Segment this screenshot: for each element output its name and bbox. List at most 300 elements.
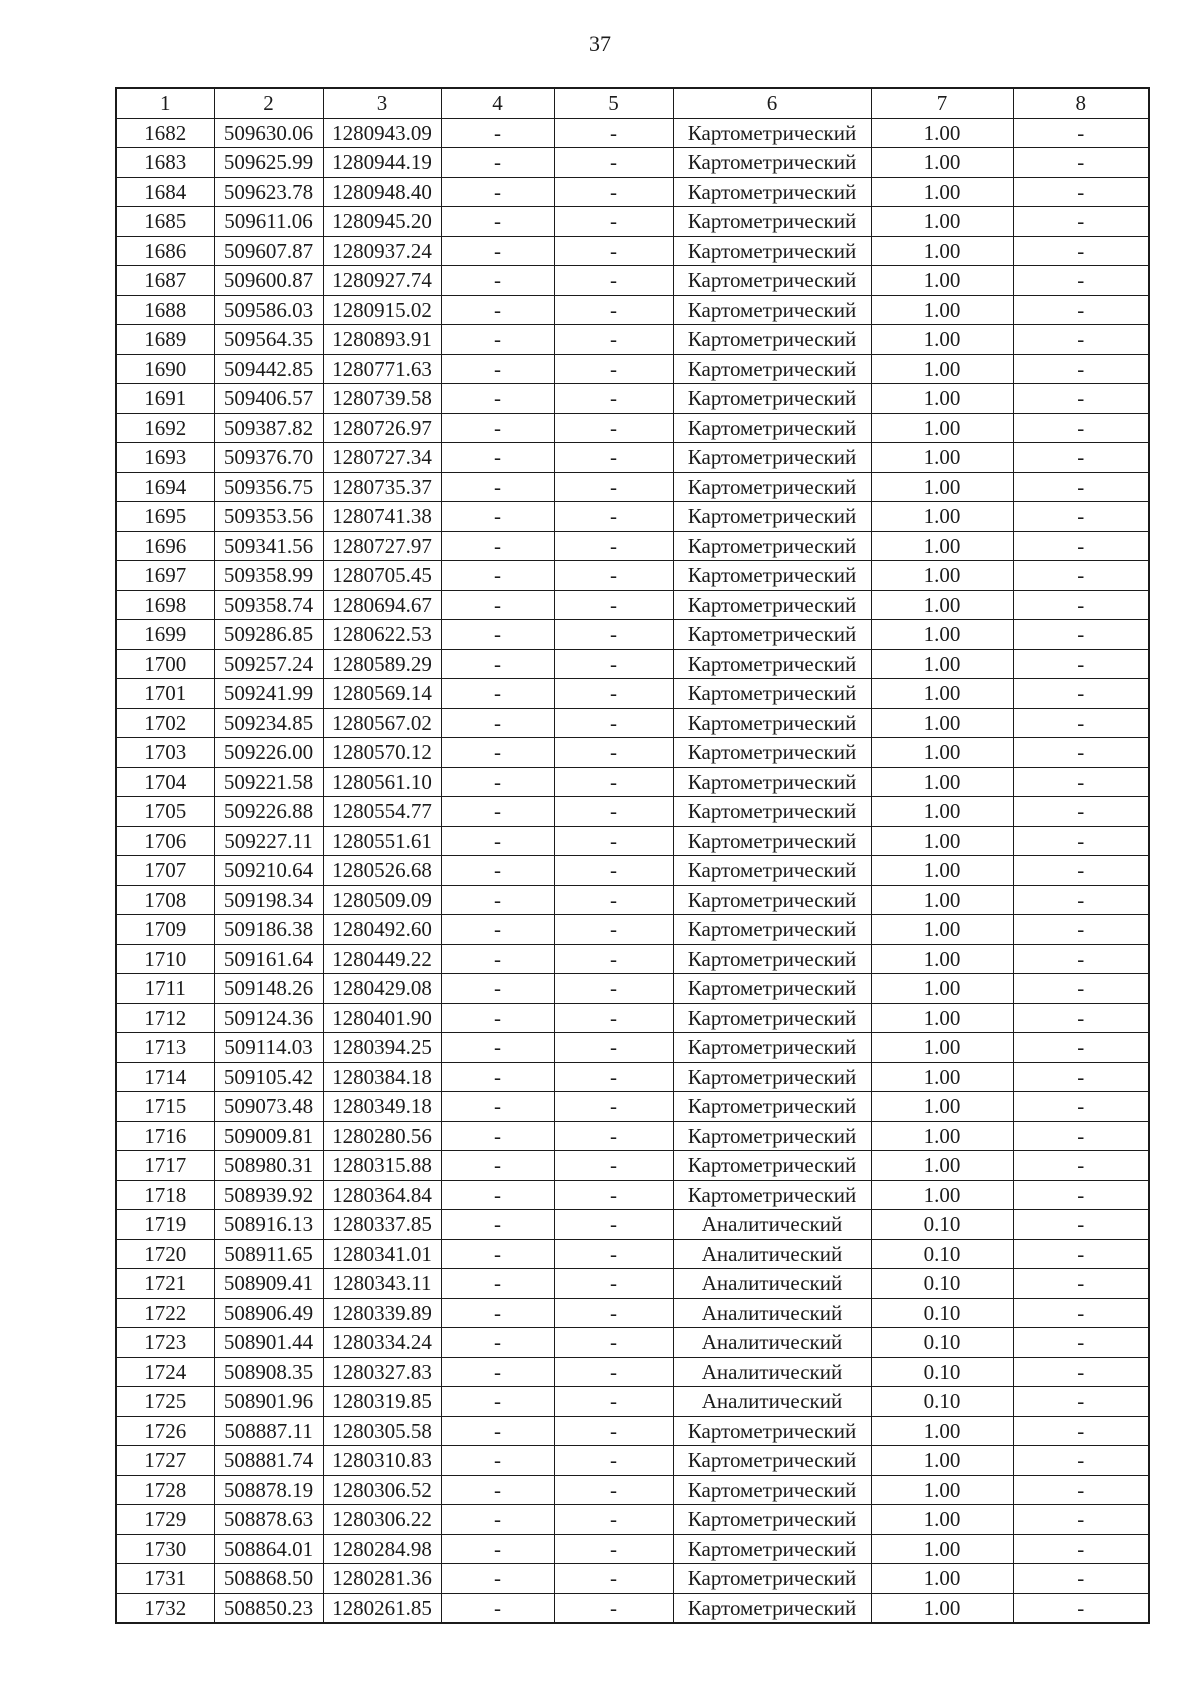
page-number: 37 <box>589 31 611 56</box>
table-cell-col-8: - <box>1013 1505 1149 1535</box>
table-cell-col-3: 1280492.60 <box>323 915 441 945</box>
table-cell-col-2: 509611.06 <box>214 207 323 237</box>
table-cell-col-8: - <box>1013 1564 1149 1594</box>
table-cell-col-5: - <box>554 826 673 856</box>
table-cell-col-3: 1280349.18 <box>323 1092 441 1122</box>
table-row <box>116 590 1149 620</box>
table-row <box>116 561 1149 591</box>
table-cell-col-3: 1280261.85 <box>323 1593 441 1623</box>
table-cell-col-3: 1280315.88 <box>323 1151 441 1181</box>
table-cell-col-2: 508887.11 <box>214 1416 323 1446</box>
table-cell-col-6: Аналитический <box>673 1239 871 1269</box>
table-cell-col-7: 1.00 <box>871 885 1013 915</box>
table-cell-col-7: 1.00 <box>871 738 1013 768</box>
table-cell-col-7: 1.00 <box>871 1033 1013 1063</box>
table-cell-col-4: - <box>441 944 554 974</box>
table-cell-col-8: - <box>1013 826 1149 856</box>
table-cell-col-6: Аналитический <box>673 1298 871 1328</box>
table-cell-col-7: 1.00 <box>871 1593 1013 1623</box>
table-cell-col-3: 1280551.61 <box>323 826 441 856</box>
table-row <box>116 1475 1149 1505</box>
table-cell-col-7: 1.00 <box>871 797 1013 827</box>
table-cell-col-7: 1.00 <box>871 1151 1013 1181</box>
table-cell-col-2: 509124.36 <box>214 1003 323 1033</box>
column-header-8: 8 <box>1013 88 1149 118</box>
table-cell-col-1: 1723 <box>116 1328 214 1358</box>
column-header-4: 4 <box>441 88 554 118</box>
table-cell-col-8: - <box>1013 502 1149 532</box>
table-cell-col-4: - <box>441 531 554 561</box>
table-cell-col-5: - <box>554 1446 673 1476</box>
table-cell-col-5: - <box>554 413 673 443</box>
table-cell-col-1: 1695 <box>116 502 214 532</box>
table-cell-col-2: 509186.38 <box>214 915 323 945</box>
table-cell-col-2: 509226.00 <box>214 738 323 768</box>
table-cell-col-1: 1687 <box>116 266 214 296</box>
table-cell-col-1: 1706 <box>116 826 214 856</box>
table-row <box>116 885 1149 915</box>
table-cell-col-8: - <box>1013 1416 1149 1446</box>
table-cell-col-7: 1.00 <box>871 590 1013 620</box>
table-cell-col-5: - <box>554 620 673 650</box>
table-cell-col-3: 1280364.84 <box>323 1180 441 1210</box>
table-cell-col-5: - <box>554 1593 673 1623</box>
table-row <box>116 1180 1149 1210</box>
table-cell-col-1: 1726 <box>116 1416 214 1446</box>
table-cell-col-5: - <box>554 531 673 561</box>
table-cell-col-3: 1280554.77 <box>323 797 441 827</box>
table-cell-col-4: - <box>441 1534 554 1564</box>
table-row <box>116 207 1149 237</box>
table-cell-col-3: 1280284.98 <box>323 1534 441 1564</box>
table-cell-col-7: 1.00 <box>871 384 1013 414</box>
table-row <box>116 679 1149 709</box>
table-cell-col-2: 509227.11 <box>214 826 323 856</box>
table-cell-col-8: - <box>1013 531 1149 561</box>
table-cell-col-1: 1684 <box>116 177 214 207</box>
table-cell-col-7: 1.00 <box>871 1003 1013 1033</box>
table-cell-col-8: - <box>1013 413 1149 443</box>
table-cell-col-2: 508901.96 <box>214 1387 323 1417</box>
table-cell-col-8: - <box>1013 1003 1149 1033</box>
column-header-2: 2 <box>214 88 323 118</box>
table-cell-col-6: Аналитический <box>673 1269 871 1299</box>
table-cell-col-4: - <box>441 797 554 827</box>
table-row <box>116 384 1149 414</box>
table-cell-col-4: - <box>441 679 554 709</box>
table-cell-col-5: - <box>554 177 673 207</box>
table-cell-col-8: - <box>1013 1593 1149 1623</box>
table-cell-col-2: 509358.74 <box>214 590 323 620</box>
table-cell-col-4: - <box>441 236 554 266</box>
table-cell-col-7: 0.10 <box>871 1328 1013 1358</box>
table-cell-col-3: 1280305.58 <box>323 1416 441 1446</box>
table-row <box>116 915 1149 945</box>
table-cell-col-7: 0.10 <box>871 1210 1013 1240</box>
table-cell-col-1: 1716 <box>116 1121 214 1151</box>
table-cell-col-7: 1.00 <box>871 1062 1013 1092</box>
table-cell-col-2: 508939.92 <box>214 1180 323 1210</box>
table-cell-col-7: 1.00 <box>871 1180 1013 1210</box>
table-cell-col-4: - <box>441 1062 554 1092</box>
table-cell-col-2: 509406.57 <box>214 384 323 414</box>
table-cell-col-6: Картометрический <box>673 1593 871 1623</box>
table-cell-col-4: - <box>441 384 554 414</box>
table-row <box>116 295 1149 325</box>
table-cell-col-1: 1714 <box>116 1062 214 1092</box>
table-cell-col-3: 1280429.08 <box>323 974 441 1004</box>
table-cell-col-1: 1720 <box>116 1239 214 1269</box>
table-row <box>116 826 1149 856</box>
table-cell-col-5: - <box>554 974 673 1004</box>
table-cell-col-4: - <box>441 561 554 591</box>
table-cell-col-7: 0.10 <box>871 1239 1013 1269</box>
table-cell-col-8: - <box>1013 1033 1149 1063</box>
table-cell-col-2: 509442.85 <box>214 354 323 384</box>
table-cell-col-6: Картометрический <box>673 177 871 207</box>
table-cell-col-5: - <box>554 1475 673 1505</box>
table-cell-col-6: Картометрический <box>673 1475 871 1505</box>
table-cell-col-8: - <box>1013 590 1149 620</box>
table-cell-col-5: - <box>554 1328 673 1358</box>
column-header-7: 7 <box>871 88 1013 118</box>
table-cell-col-2: 509625.99 <box>214 148 323 178</box>
table-cell-col-6: Картометрический <box>673 944 871 974</box>
table-cell-col-6: Картометрический <box>673 826 871 856</box>
table-cell-col-5: - <box>554 443 673 473</box>
table-cell-col-5: - <box>554 1180 673 1210</box>
table-cell-col-1: 1691 <box>116 384 214 414</box>
table-cell-col-6: Картометрический <box>673 679 871 709</box>
table-cell-col-3: 1280943.09 <box>323 118 441 148</box>
table-cell-col-7: 1.00 <box>871 620 1013 650</box>
table-row <box>116 1505 1149 1535</box>
table-cell-col-7: 1.00 <box>871 325 1013 355</box>
table-cell-col-5: - <box>554 295 673 325</box>
table-cell-col-4: - <box>441 1505 554 1535</box>
table-cell-col-4: - <box>441 649 554 679</box>
table-cell-col-1: 1722 <box>116 1298 214 1328</box>
table-cell-col-7: 1.00 <box>871 207 1013 237</box>
table-cell-col-5: - <box>554 354 673 384</box>
table-cell-col-7: 1.00 <box>871 1564 1013 1594</box>
table-cell-col-1: 1688 <box>116 295 214 325</box>
table-cell-col-1: 1725 <box>116 1387 214 1417</box>
table-cell-col-3: 1280306.52 <box>323 1475 441 1505</box>
table-cell-col-4: - <box>441 1269 554 1299</box>
table-cell-col-3: 1280567.02 <box>323 708 441 738</box>
table-cell-col-5: - <box>554 590 673 620</box>
table-cell-col-1: 1724 <box>116 1357 214 1387</box>
table-cell-col-5: - <box>554 1092 673 1122</box>
table-cell-col-5: - <box>554 856 673 886</box>
table-cell-col-7: 1.00 <box>871 974 1013 1004</box>
table-cell-col-3: 1280589.29 <box>323 649 441 679</box>
table-cell-col-1: 1685 <box>116 207 214 237</box>
table-cell-col-6: Картометрический <box>673 738 871 768</box>
table-cell-col-6: Картометрический <box>673 207 871 237</box>
table-cell-col-8: - <box>1013 1298 1149 1328</box>
table-cell-col-4: - <box>441 266 554 296</box>
table-cell-col-3: 1280944.19 <box>323 148 441 178</box>
table-row <box>116 266 1149 296</box>
table-cell-col-8: - <box>1013 797 1149 827</box>
table-cell-col-5: - <box>554 767 673 797</box>
table-cell-col-7: 1.00 <box>871 148 1013 178</box>
table-cell-col-7: 1.00 <box>871 1446 1013 1476</box>
table-row <box>116 1121 1149 1151</box>
table-cell-col-6: Картометрический <box>673 1416 871 1446</box>
table-cell-col-5: - <box>554 207 673 237</box>
table-cell-col-5: - <box>554 738 673 768</box>
table-cell-col-7: 1.00 <box>871 826 1013 856</box>
table-cell-col-3: 1280341.01 <box>323 1239 441 1269</box>
table-cell-col-8: - <box>1013 738 1149 768</box>
table-cell-col-8: - <box>1013 266 1149 296</box>
table-cell-col-5: - <box>554 1210 673 1240</box>
table-cell-col-4: - <box>441 590 554 620</box>
table-cell-col-3: 1280306.22 <box>323 1505 441 1535</box>
table-cell-col-2: 508878.19 <box>214 1475 323 1505</box>
table-cell-col-6: Картометрический <box>673 767 871 797</box>
table-cell-col-3: 1280694.67 <box>323 590 441 620</box>
table-cell-col-6: Картометрический <box>673 1062 871 1092</box>
table-cell-col-3: 1280622.53 <box>323 620 441 650</box>
table-cell-col-6: Картометрический <box>673 266 871 296</box>
column-header-6: 6 <box>673 88 871 118</box>
table-row <box>116 443 1149 473</box>
table-cell-col-4: - <box>441 1475 554 1505</box>
table-row <box>116 1357 1149 1387</box>
table-cell-col-5: - <box>554 1534 673 1564</box>
table-cell-col-7: 1.00 <box>871 354 1013 384</box>
table-cell-col-4: - <box>441 207 554 237</box>
table-cell-col-6: Аналитический <box>673 1328 871 1358</box>
table-cell-col-2: 509210.64 <box>214 856 323 886</box>
table-row <box>116 177 1149 207</box>
table-cell-col-4: - <box>441 856 554 886</box>
table-cell-col-4: - <box>441 1121 554 1151</box>
table-cell-col-4: - <box>441 708 554 738</box>
table-cell-col-3: 1280945.20 <box>323 207 441 237</box>
table-cell-col-1: 1719 <box>116 1210 214 1240</box>
table-cell-col-4: - <box>441 413 554 443</box>
table-cell-col-3: 1280280.56 <box>323 1121 441 1151</box>
table-cell-col-1: 1712 <box>116 1003 214 1033</box>
table-cell-col-5: - <box>554 1239 673 1269</box>
table-cell-col-4: - <box>441 1387 554 1417</box>
table-row <box>116 974 1149 1004</box>
table-cell-col-7: 1.00 <box>871 295 1013 325</box>
table-cell-col-8: - <box>1013 443 1149 473</box>
table-cell-col-2: 509341.56 <box>214 531 323 561</box>
table-cell-col-8: - <box>1013 1180 1149 1210</box>
table-cell-col-6: Картометрический <box>673 443 871 473</box>
table-cell-col-7: 1.00 <box>871 472 1013 502</box>
table-cell-col-6: Картометрический <box>673 148 871 178</box>
table-cell-col-2: 509114.03 <box>214 1033 323 1063</box>
table-cell-col-8: - <box>1013 1121 1149 1151</box>
table-cell-col-5: - <box>554 1357 673 1387</box>
table-cell-col-4: - <box>441 1564 554 1594</box>
table-cell-col-6: Картометрический <box>673 649 871 679</box>
table-cell-col-6: Картометрический <box>673 236 871 266</box>
table-cell-col-8: - <box>1013 620 1149 650</box>
table-cell-col-3: 1280384.18 <box>323 1062 441 1092</box>
table-cell-col-8: - <box>1013 944 1149 974</box>
table-cell-col-8: - <box>1013 1269 1149 1299</box>
table-row <box>116 1446 1149 1476</box>
table-row <box>116 1298 1149 1328</box>
table-cell-col-5: - <box>554 649 673 679</box>
table-cell-col-2: 509257.24 <box>214 649 323 679</box>
table-cell-col-6: Картометрический <box>673 1121 871 1151</box>
table-cell-col-2: 508906.49 <box>214 1298 323 1328</box>
table-cell-col-7: 1.00 <box>871 1121 1013 1151</box>
table-row <box>116 1416 1149 1446</box>
table-cell-col-5: - <box>554 1003 673 1033</box>
table-cell-col-8: - <box>1013 856 1149 886</box>
table-cell-col-8: - <box>1013 207 1149 237</box>
table-cell-col-4: - <box>441 354 554 384</box>
table-cell-col-8: - <box>1013 1062 1149 1092</box>
table-row <box>116 944 1149 974</box>
table-cell-col-8: - <box>1013 1092 1149 1122</box>
table-cell-col-2: 509600.87 <box>214 266 323 296</box>
table-row <box>116 1033 1149 1063</box>
table-cell-col-2: 508878.63 <box>214 1505 323 1535</box>
table-cell-col-7: 1.00 <box>871 1475 1013 1505</box>
table-cell-col-3: 1280281.36 <box>323 1564 441 1594</box>
table-row <box>116 767 1149 797</box>
table-cell-col-8: - <box>1013 325 1149 355</box>
table-row <box>116 1210 1149 1240</box>
table-cell-col-4: - <box>441 1298 554 1328</box>
table-cell-col-4: - <box>441 915 554 945</box>
table-cell-col-6: Картометрический <box>673 1446 871 1476</box>
table-cell-col-4: - <box>441 177 554 207</box>
table-row <box>116 1387 1149 1417</box>
table-cell-col-4: - <box>441 1357 554 1387</box>
table-cell-col-7: 1.00 <box>871 118 1013 148</box>
table-cell-col-8: - <box>1013 649 1149 679</box>
table-row <box>116 856 1149 886</box>
table-cell-col-5: - <box>554 472 673 502</box>
table-cell-col-6: Картометрический <box>673 1505 871 1535</box>
table-cell-col-6: Картометрический <box>673 1033 871 1063</box>
table-cell-col-8: - <box>1013 974 1149 1004</box>
table-row <box>116 325 1149 355</box>
table-cell-col-4: - <box>441 767 554 797</box>
table-cell-col-5: - <box>554 1151 673 1181</box>
table-cell-col-6: Картометрический <box>673 354 871 384</box>
table-cell-col-3: 1280401.90 <box>323 1003 441 1033</box>
table-cell-col-6: Картометрический <box>673 502 871 532</box>
table-row <box>116 502 1149 532</box>
table-cell-col-2: 509376.70 <box>214 443 323 473</box>
table-cell-col-6: Картометрический <box>673 118 871 148</box>
table-cell-col-6: Картометрический <box>673 384 871 414</box>
table-cell-col-4: - <box>441 148 554 178</box>
table-cell-col-5: - <box>554 915 673 945</box>
table-cell-col-2: 508980.31 <box>214 1151 323 1181</box>
header-row <box>116 88 1149 118</box>
table-cell-col-1: 1704 <box>116 767 214 797</box>
table-cell-col-8: - <box>1013 354 1149 384</box>
table-cell-col-1: 1693 <box>116 443 214 473</box>
table-cell-col-3: 1280726.97 <box>323 413 441 443</box>
column-header-1: 1 <box>116 88 214 118</box>
table-cell-col-5: - <box>554 1062 673 1092</box>
table-cell-col-8: - <box>1013 384 1149 414</box>
table-cell-col-2: 508868.50 <box>214 1564 323 1594</box>
table-cell-col-6: Картометрический <box>673 885 871 915</box>
table-cell-col-3: 1280561.10 <box>323 767 441 797</box>
table-cell-col-7: 1.00 <box>871 502 1013 532</box>
table-cell-col-6: Аналитический <box>673 1210 871 1240</box>
table-cell-col-6: Аналитический <box>673 1357 871 1387</box>
table-cell-col-1: 1682 <box>116 118 214 148</box>
table-row <box>116 708 1149 738</box>
table-cell-col-5: - <box>554 1505 673 1535</box>
table-cell-col-4: - <box>441 1593 554 1623</box>
table-cell-col-7: 1.00 <box>871 443 1013 473</box>
table-cell-col-8: - <box>1013 118 1149 148</box>
table-cell-col-3: 1280310.83 <box>323 1446 441 1476</box>
table-cell-col-5: - <box>554 325 673 355</box>
table-cell-col-7: 0.10 <box>871 1357 1013 1387</box>
table-cell-col-1: 1710 <box>116 944 214 974</box>
table-header <box>116 88 1149 118</box>
table-cell-col-7: 1.00 <box>871 561 1013 591</box>
table-cell-col-6: Картометрический <box>673 1003 871 1033</box>
table-cell-col-2: 509353.56 <box>214 502 323 532</box>
table-row <box>116 1269 1149 1299</box>
table-cell-col-1: 1718 <box>116 1180 214 1210</box>
table-cell-col-2: 509161.64 <box>214 944 323 974</box>
table-cell-col-1: 1705 <box>116 797 214 827</box>
column-header-3: 3 <box>323 88 441 118</box>
table-cell-col-3: 1280893.91 <box>323 325 441 355</box>
table-cell-col-2: 509198.34 <box>214 885 323 915</box>
table-cell-col-5: - <box>554 148 673 178</box>
table-row <box>116 797 1149 827</box>
table-cell-col-1: 1698 <box>116 590 214 620</box>
table-cell-col-2: 509630.06 <box>214 118 323 148</box>
table-row <box>116 472 1149 502</box>
table-cell-col-4: - <box>441 826 554 856</box>
table-cell-col-2: 508850.23 <box>214 1593 323 1623</box>
table-cell-col-4: - <box>441 1151 554 1181</box>
table-row <box>116 1092 1149 1122</box>
table-cell-col-3: 1280915.02 <box>323 295 441 325</box>
table-cell-col-4: - <box>441 1328 554 1358</box>
table-cell-col-1: 1708 <box>116 885 214 915</box>
table-cell-col-6: Картометрический <box>673 413 871 443</box>
table-cell-col-3: 1280327.83 <box>323 1357 441 1387</box>
table-cell-col-2: 509356.75 <box>214 472 323 502</box>
table-cell-col-5: - <box>554 1121 673 1151</box>
table-cell-col-6: Картометрический <box>673 561 871 591</box>
table-cell-col-7: 1.00 <box>871 236 1013 266</box>
table-row <box>116 1328 1149 1358</box>
table-row <box>116 118 1149 148</box>
table-cell-col-2: 509105.42 <box>214 1062 323 1092</box>
table-cell-col-7: 1.00 <box>871 944 1013 974</box>
table-cell-col-6: Картометрический <box>673 620 871 650</box>
table-cell-col-1: 1700 <box>116 649 214 679</box>
table-cell-col-8: - <box>1013 1328 1149 1358</box>
